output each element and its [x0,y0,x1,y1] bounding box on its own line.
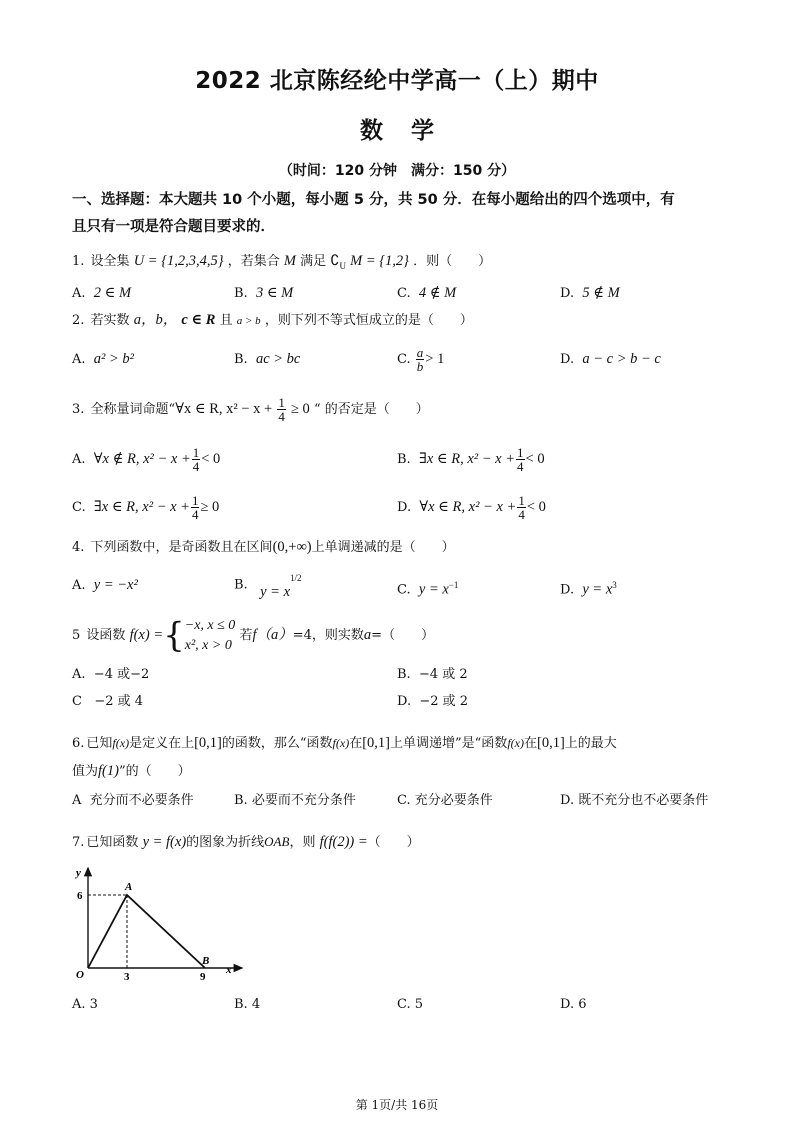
q6-option-a[interactable]: A 充分而不必要条件 [72,793,194,808]
q3-option-b[interactable]: B. ∃x ∈ R, x² − x + $\frac{1}{4}$ < 0 [397,445,545,474]
q5-text-d: =（ ） [371,628,435,643]
q1-text-pre: 设全集 [90,254,130,269]
q1-number: 1. [72,254,85,269]
exam-title: 2022 北京陈经纶中学高一（上）期中 [195,68,599,94]
q4-option-d[interactable]: D. $y = x^3$ [560,580,617,598]
q2-cond: a > b [236,315,261,327]
question-6-line1: 6. 已知f(x)是定义在上[0,1]的函数，那么“函数f(x)在[0,1]上单调递增”是“函数f(x)在[0,1]上的最大 [72,735,617,751]
question-5: 5 设函数 f(x) ={ −x, x ≤ 0 x², x > 0 若f（a）=4，则实数a=（ ） [72,615,435,656]
q1-m: M [283,253,296,269]
q1-set-u: U = {1,2,3,4,5} [133,253,224,269]
q4-option-c[interactable]: C. $y = x^{-1}$ [397,580,459,598]
q6-number: 6. [72,736,85,751]
polyline-oab [88,895,205,968]
y-tick-6: 6 [77,890,83,902]
q1-complement: $∁_U$ [330,253,346,271]
q7-option-a[interactable]: A. 3 [72,997,98,1012]
q5-fx: f(x) = [129,627,164,643]
q5-text-b: 若 [239,628,253,643]
question-4 [72,537,732,558]
point-a-label: A [125,881,133,893]
q5-text-a: 设函数 [86,628,126,643]
q2-text-a: 若实数 [90,313,130,328]
y-axis-label: y [76,867,81,879]
q7-option-b[interactable]: B. 4 [234,997,261,1012]
q4-option-b[interactable]: B. $y = x^{1/2}$ [234,573,302,601]
q7-option-d[interactable]: D. 6 [560,997,587,1012]
q2-text-b: 且 [219,313,233,328]
q2-vars: a，b， [133,312,178,328]
q3-expr-pre: ∀x ∈ R, x² − x + [175,401,273,417]
q3-expr-post: ≥ 0 [290,401,310,417]
section-heading [72,187,724,241]
question-2 [72,310,732,331]
q6-option-c[interactable]: C. 充分必要条件 [397,793,493,808]
q3-option-d[interactable]: D. ∀x ∈ R, x² − x + $\frac{1}{4}$ < 0 [397,493,546,522]
q1-option-d[interactable]: D. 5 ∉ M [560,285,620,301]
q2-number: 2. [72,313,85,328]
section-heading-line2: 且只有一项是符合题目要求的． [72,219,275,235]
subject-title: 数学 [360,118,462,144]
question-1 [72,251,732,276]
x-tick-3: 3 [124,971,130,983]
q3-option-c[interactable]: C. ∃x ∈ R, x² − x + $\frac{1}{4}$ ≥ 0 [72,493,220,522]
page-footer: 第 1页/共 16页 [355,1098,439,1112]
q2-text-c: ，则下列不等式恒成立的是（ ） [264,313,473,328]
point-b-label: B [202,955,210,967]
q3-option-a[interactable]: A. ∀x ∉ R, x² − x + $\frac{1}{4}$ < 0 [72,445,221,474]
exam-meta: （时间：120 分钟 满分：150 分） [278,163,516,179]
q3-number: 3. [72,402,85,417]
q3-fraction: $\frac{1}{4}$ [278,395,285,424]
q2-option-b[interactable]: B. ac > bc [234,351,301,367]
question-7: 7. 已知函数 y = f(x)的图象为折线OAB，则 f(f(2)) =（ ） [72,834,420,850]
q1-option-b[interactable]: B. 3 ∈ M [234,285,294,301]
q5-option-b[interactable]: B. −4 或 2 [397,667,468,682]
q5-option-a[interactable]: A. −4 或−2 [72,667,150,682]
q1-option-c[interactable]: C. 4 ∉ M [397,285,457,301]
q1-set-m: M = {1,2} [350,253,409,269]
q5-text-c: =4，则实数 [292,628,364,643]
section-heading-line1: 一、选择题：本大题共 10 个小题，每小题 5 分，共 50 分．在每小题给出的四个选项中，有 [72,192,675,208]
q5-number: 5 [72,628,81,643]
q6-option-b[interactable]: B. 必要而不充分条件 [234,793,356,808]
origin-label: O [76,969,84,981]
q7-number: 7. [72,835,85,850]
question-6-line2: 值为f(1)”的（ ） [72,763,191,779]
q5-a: a [363,627,372,643]
x-axis-label: x [226,964,232,976]
q5-cases: −x, x ≤ 0 x², x > 0 [184,617,236,653]
question-3 [72,390,732,429]
q1-text-post: ．则（ ） [413,254,492,269]
q1-option-a[interactable]: A. 2 ∈ M [72,285,132,301]
q4-option-a[interactable]: A. y = −x² [72,577,138,593]
x-tick-9: 9 [200,971,206,983]
q4-text-a: 下列函数中，是奇函数且在区间 [90,540,273,555]
q2-option-a[interactable]: A. a² > b² [72,351,135,367]
q5-option-d[interactable]: D. −2 或 2 [397,694,469,709]
q2-c-in-r: c ∈ R [181,312,216,328]
q4-interval: (0,+∞) [272,539,312,555]
q5-fa: f（a） [252,627,293,643]
q1-text-mid2: 满足 [300,254,327,269]
q2-option-d[interactable]: D. a − c > b − c [560,351,661,367]
q1-text-mid: ，若集合 [227,254,280,269]
q2-option-c[interactable]: C. $\frac{a}{b}$ > 1 [397,345,445,374]
q5-option-c[interactable]: C −2 或 4 [72,694,144,709]
q4-number: 4. [72,540,85,555]
q4-text-b: 上单调递减的是（ ） [311,540,455,555]
q7-option-c[interactable]: C. 5 [397,997,424,1012]
q3-text-b: “ 的否定是（ ） [313,402,429,417]
q6-option-d[interactable]: D. 既不充分也不必要条件 [560,793,709,808]
q3-text-a: 全称量词命题“ [90,402,176,417]
q7-graph [66,862,246,984]
